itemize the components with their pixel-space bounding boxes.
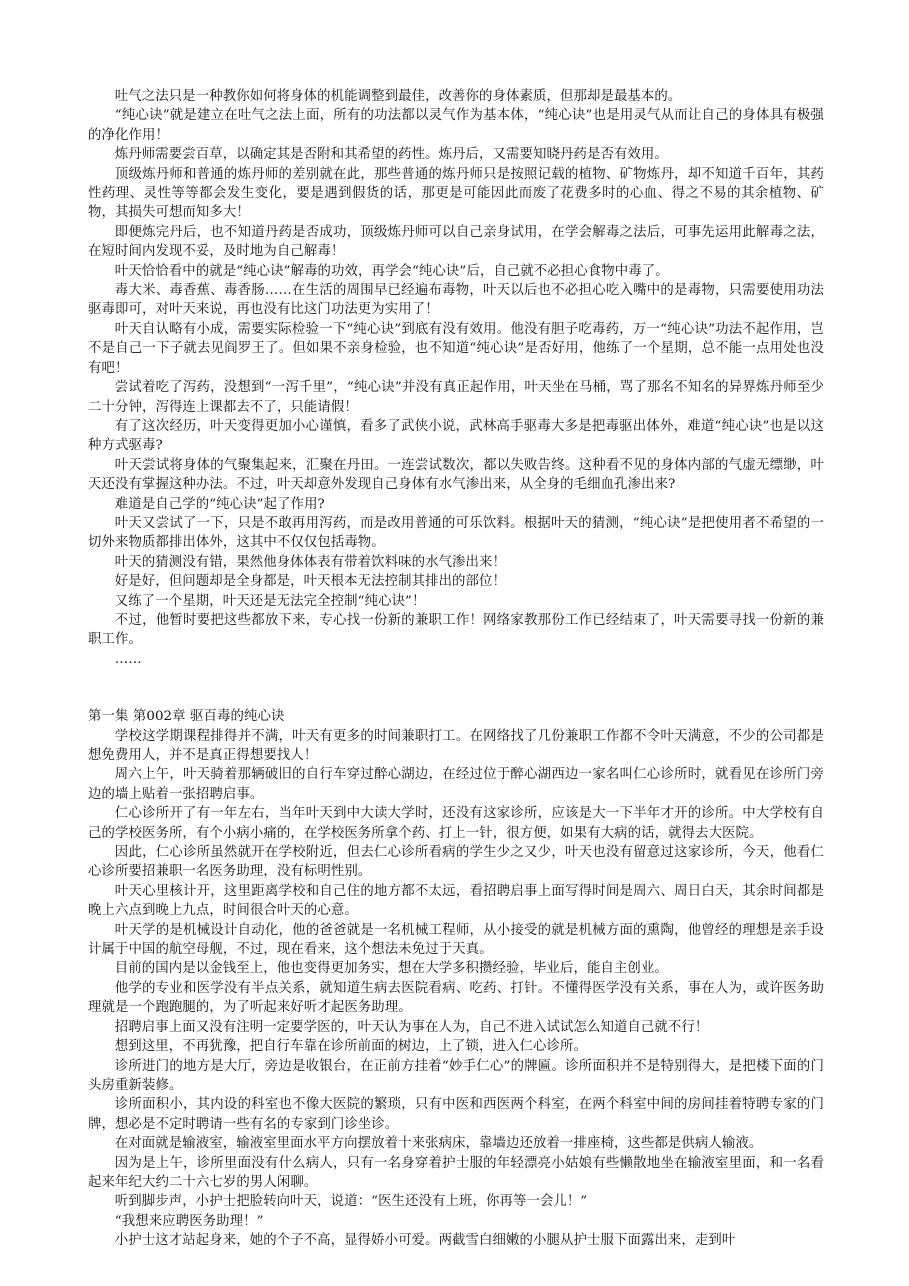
paragraph: 仁心诊所开了有一年左右，当年叶天到中大读大学时，还没有这家诊所，应该是大一下半年才开的诊所。中大学校有自己的学校医务所，有个小病小痛的，在学校医务所拿个药、打上一针，很方便，如果有大病的话，就得去大医院。 — [88, 806, 824, 841]
paragraph: 叶天尝试将身体的气聚集起来，汇聚在丹田。一连尝试数次，都以失败告终。这种看不见的身体内部的气虚无缥缈，叶天还没有掌握这种办法。不过，叶天却意外发现自己身体有水气渗出来，从全身的毛细血孔渗出来? — [88, 457, 824, 493]
paragraph: 小护士这才站起身来，她的个子不高，显得娇小可爱。两截雪白细嫩的小腿从护士服下面露出来，走到叶 — [114, 1233, 736, 1249]
paragraph: 炼丹师需要尝百草，以确定其是否附和其希望的药性。炼丹后，又需要知晓丹药是否有效用。 — [114, 147, 668, 163]
part1-body — [88, 87, 824, 669]
paragraph: 招聘启事上面又没有注明一定要学医的，叶天认为事在人为，自己不进入试试怎么知道自己就不行！ — [114, 1019, 709, 1035]
paragraph: 诊所进门的地方是大厅，旁边是收银台，在正前方挂着“妙手仁心”的牌匾。诊所面积并不是特别得大，是把楼下面的门头房重新装修。 — [88, 1058, 824, 1093]
paragraph: 叶天恰恰看中的就是“纯心诀”解毒的功效，再学会“纯心诀”后，自己就不必担心食物中毒了。 — [114, 263, 669, 279]
paragraph: 不过，他暂时要把这些都放下来，专心找一份新的兼职工作！网络家教那份工作已经结束了，叶天需要寻找一份新的兼职工作。 — [88, 612, 824, 648]
paragraph: 在对面就是输液室，输液室里面水平方向摆放着十来张病床，靠墙边还放着一排座椅，这些都是供病人输液。 — [114, 1136, 763, 1152]
paragraph: 听到脚步声，小护士把脸转向叶天，说道：“医生还没有上班，你再等一会儿！” — [114, 1194, 588, 1210]
paragraph: 即便炼完丹后，也不知道丹药是否成功，顶级炼丹师可以自己亲身试用，在学会解毒之法后，可事先运用此解毒之法，在短时间内发现不妥，及时地为自己解毒！ — [88, 224, 824, 260]
paragraph: 叶天又尝试了一下，只是不敢再用泻药，而是改用普通的可乐饮料。根据叶天的猜测，“纯心诀”是把使用者不希望的一切外来物质都排出体外，这其中不仅仅包括毒物。 — [88, 515, 824, 551]
paragraph: 诊所面积小，其内设的科室也不像大医院的繁琐，只有中医和西医两个科室，在两个科室中间的房间挂着特聘专家的门牌，想必是不定时聘请一些有名的专家到门诊坐诊。 — [88, 1097, 824, 1132]
paragraph: 叶天学的是机械设计自动化，他的爸爸就是一名机械工程师，从小接受的就是机械方面的熏陶，他曾经的理想是亲手设计属于中国的航空母舰，不过，现在看来，这个想法未免过于天真。 — [88, 922, 824, 958]
paragraph: “纯心诀”就是建立在吐气之法上面，所有的功法都以灵气作为基本体，“纯心诀”也是用灵气从而让自己的身体具有极强的净化作用！ — [88, 108, 824, 143]
paragraph: 叶天心里核计开，这里距离学校和自己住的地方都不太远，看招聘启事上面写得时间是周六、周日白天，其余时间都是晚上六点到晚上九点，时间很合叶天的心意。 — [88, 883, 824, 919]
document-page — [88, 87, 824, 1251]
paragraph: 叶天的猜测没有错，果然他身体体表有带着饮料味的水气渗出来！ — [114, 554, 507, 570]
paragraph: 又练了一个星期，叶天还是无法完全控制“纯心诀”！ — [114, 593, 426, 609]
ellipsis-line: …… — [114, 651, 142, 667]
paragraph: 周六上午，叶天骑着那辆破旧的自行车穿过醉心湖边，在经过位于醉心湖西边一家名叫仁心诊所时，就看见在诊所门旁边的墙上贴着一张招聘启事。 — [88, 767, 824, 802]
paragraph: 叶天自认略有小成，需要实际检验一下“纯心诀”到底有没有效用。他没有胆子吃毒药，万一“纯心诀”功法不起作用，岂不是自己一下子就去见阎罗王了。但如果不亲身检验，也不知道“纯心诀”是否好用，他练了一个星期，总不能一点用处也没有吧！ — [88, 321, 824, 376]
paragraph: 好是好，但问题却是全身都是，叶天根本无法控制其排出的部位！ — [114, 574, 507, 590]
paragraph: 尝试着吃了泻药，没想到“一泻千里”，“纯心诀”并没有真正起作用，叶天坐在马桶，骂了那名不知名的异界炼丹师至少二十分钟，泻得连上课都去不了，只能请假！ — [88, 380, 824, 415]
paragraph: 目前的国内是以金钱至上，他也变得更加务实，想在大学多积攒经验，毕业后，能自主创业。 — [114, 961, 668, 977]
paragraph: 毒大米、毒香蕉、毒香肠……在生活的周围早已经遍布毒物，叶天以后也不必担心吃入嘴中的是毒物，只需要使用功法驱毒即可，对叶天来说，再也没有比这门功法更为实用了！ — [88, 283, 824, 318]
paragraph: 难道是自己学的“纯心诀”起了作用? — [114, 496, 325, 512]
paragraph: 因此，仁心诊所虽然就开在学校附近，但去仁心诊所看病的学生少之又少，叶天也没有留意过这家诊所，今天，他看仁心诊所要招兼职一名医务助理，没有标明性别。 — [88, 845, 824, 880]
paragraph: “我想来应聘医务助理！” — [114, 1213, 264, 1229]
paragraph: 学校这学期课程排得并不满，叶天有更多的时间兼职打工。在网络找了几份兼职工作都不令叶天满意，不少的公司都是想免费用人，并不是真正得想要找人！ — [88, 728, 824, 763]
chapter-title: 第一集 第002章 驱百毒的纯心诀 — [88, 709, 285, 725]
paragraph: 他学的专业和医学没有半点关系，就知道生病去医院看病、吃药、打针。不懂得医学没有关系，事在人为，或许医务助理就是一个跑跑腿的，为了听起来好听才起医务助理。 — [88, 980, 824, 1016]
paragraph: 有了这次经历，叶天变得更加小心谨慎，看多了武侠小说，武林高手驱毒大多是把毒驱出体外，难道“纯心诀”也是以这种方式驱毒? — [88, 418, 824, 454]
paragraph: 吐气之法只是一种教你如何将身体的机能调整到最佳，改善你的身体素质，但那却是最基本的。 — [114, 89, 682, 104]
paragraph: 顶级炼丹师和普通的炼丹师的差别就在此，那些普通的炼丹师只是按照记载的植物、矿物炼丹，却不知道千百年，其药性药理、灵性等等都会发生变化，要是遇到假货的话，那更是可能因此而废了花费多时的心血、得之不易的其余植物、矿物，其损失可想而知多大！ — [88, 166, 824, 221]
section-gap — [88, 669, 824, 707]
paragraph: 想到这里，不再犹豫，把自行车靠在诊所前面的树边，上了锁，进入仁心诊所。 — [114, 1039, 587, 1055]
paragraph: 因为是上午，诊所里面没有什么病人，只有一名身穿着护士服的年轻漂亮小姑娘有些懒散地坐在输液室里面，和一名看起来年纪大约二十六七岁的男人闲聊。 — [88, 1155, 824, 1190]
part2-body — [88, 727, 824, 1251]
